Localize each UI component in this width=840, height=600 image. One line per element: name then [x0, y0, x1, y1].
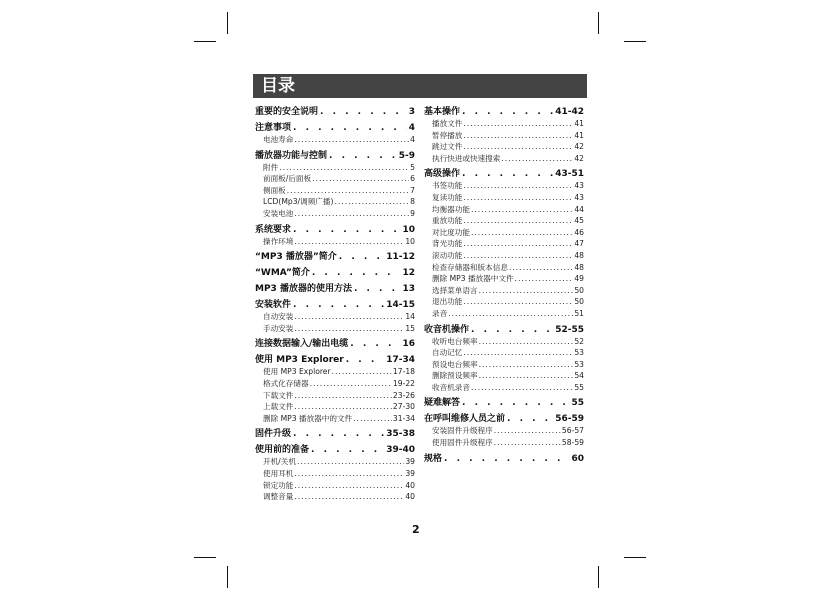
toc-leader-dots [444, 454, 569, 464]
toc-sub-entry[interactable] [255, 208, 415, 220]
toc-leader-dots [294, 135, 409, 144]
toc-leader-dots [293, 300, 384, 310]
toc-sub-page: 23-26 [392, 390, 415, 400]
toc-sub-title: 自动记忆 [432, 348, 463, 358]
toc-sub-page: 53 [574, 348, 584, 358]
toc-sub-page: 31-34 [392, 413, 415, 423]
toc-section-page: 4 [408, 123, 415, 133]
toc-section-title: 系统要求 [255, 224, 292, 235]
toc-section [255, 222, 415, 248]
toc-section [255, 265, 415, 279]
toc-sub-page: 15 [405, 323, 415, 333]
toc-sub-entry[interactable] [255, 173, 415, 185]
toc-sub-entry[interactable] [255, 236, 415, 248]
toc-section-entry[interactable] [255, 120, 415, 134]
toc-leader-dots [471, 228, 573, 237]
toc-section-page: 35-38 [386, 429, 415, 440]
toc-leader-dots [463, 348, 573, 357]
toc-section-page: 41-42 [555, 107, 584, 117]
toc-section [255, 426, 415, 440]
toc-section-entry[interactable] [255, 265, 415, 279]
toc-section-page: 17-34 [386, 355, 415, 366]
crop-mark [598, 12, 599, 34]
toc-sub-page: 41 [574, 119, 584, 128]
toc-left-column [255, 103, 415, 505]
toc-sub-page: 48 [574, 250, 584, 260]
toc-leader-dots [294, 209, 409, 218]
toc-sub-title: 自动安装 [263, 312, 294, 322]
toc-sub-entry[interactable] [255, 311, 415, 323]
toc-section-page: 10 [402, 224, 415, 235]
toc-section [255, 120, 415, 146]
toc-section-entry[interactable] [255, 249, 415, 263]
toc-sub-entry[interactable] [424, 250, 584, 262]
toc-sub-title: 执行快进或快速搜索 [432, 153, 501, 163]
toc-right-column [424, 103, 584, 467]
toc-sub-entry[interactable] [424, 204, 584, 216]
toc-section-title: 注意事项 [255, 123, 292, 133]
toc-leader-dots [297, 457, 404, 466]
crop-mark [194, 557, 216, 558]
toc-sub-entry[interactable] [424, 227, 584, 239]
toc-leader-dots [334, 197, 409, 206]
toc-section-page: 14-15 [386, 300, 415, 311]
toc-sub-entry[interactable] [424, 118, 584, 130]
crop-mark [624, 557, 646, 558]
toc-sub-title: 附件 [263, 162, 279, 172]
toc-sub-page: 56-57 [561, 426, 584, 436]
toc-sub-entry[interactable] [255, 323, 415, 335]
toc-sub-title: 格式化存储器 [263, 378, 309, 388]
toc-section-title: 在呼叫维修人员之前 [424, 414, 506, 425]
toc-section-title: 使用 MP3 Explorer [255, 355, 344, 366]
toc-sub-entry[interactable] [424, 336, 584, 348]
toc-sub-title: 使用耳机 [263, 468, 294, 478]
toc-sub-title: 删除 MP3 播放器中的文件 [263, 413, 353, 423]
toc-section-title: 疑难解答 [424, 398, 461, 409]
toc-sub-title: 录音 [432, 308, 448, 318]
toc-sub-title: 重放功能 [432, 216, 463, 226]
toc-sub-entry[interactable] [424, 238, 584, 250]
toc-leader-dots [294, 391, 392, 400]
toc-leader-dots [287, 186, 409, 195]
toc-sub-page: 6 [410, 174, 415, 184]
toc-leader-dots [462, 107, 553, 117]
toc-leader-dots [294, 469, 404, 478]
toc-sub-page: 17-18 [392, 367, 415, 377]
toc-sub-entry[interactable] [424, 180, 584, 192]
toc-sub-title: 前面板/后面板 [263, 174, 312, 184]
toc-leader-dots [294, 481, 404, 490]
toc-section [255, 148, 415, 220]
toc-sub-title: 收听电台频率 [432, 336, 478, 346]
toc-sub-page: 41 [574, 130, 584, 140]
toc-sub-entry[interactable] [424, 192, 584, 204]
toc-leader-dots [463, 216, 573, 225]
toc-sub-title: 安装电池 [263, 208, 294, 218]
crop-mark [227, 12, 228, 34]
toc-section-page: 60 [571, 453, 584, 464]
toc-section-entry[interactable] [424, 322, 584, 336]
toc-section-entry[interactable] [424, 166, 584, 180]
toc-section [255, 104, 415, 118]
toc-sub-page: 39 [405, 468, 415, 478]
toc-sub-entry[interactable] [255, 390, 415, 402]
toc-section-entry[interactable] [424, 411, 584, 425]
toc-sub-entry[interactable] [424, 347, 584, 359]
toc-section-page: 55 [571, 398, 584, 409]
toc-sub-entry[interactable] [255, 491, 415, 503]
toc-leader-dots [479, 371, 574, 380]
toc-section [424, 166, 584, 319]
toc-section-title: 重要的安全说明 [255, 107, 319, 117]
toc-section-entry[interactable] [255, 352, 415, 366]
toc-section [255, 352, 415, 424]
toc-leader-dots [507, 414, 553, 424]
toc-sub-entry[interactable] [424, 285, 584, 297]
toc-sub-title: 书签功能 [432, 181, 463, 191]
toc-sub-entry[interactable] [255, 162, 415, 174]
toc-sub-title: 开机/关机 [263, 457, 296, 467]
toc-section-page: 11-12 [386, 252, 415, 263]
toc-section-page: 5-9 [398, 150, 415, 161]
toc-sub-entry[interactable] [255, 134, 415, 146]
toc-sub-entry[interactable] [255, 480, 415, 492]
toc-sub-entry[interactable] [424, 141, 584, 153]
toc-leader-dots [329, 151, 397, 161]
toc-sub-page: 8 [410, 197, 415, 207]
toc-leader-dots [463, 131, 573, 140]
toc-sub-title: 删除 MP3 播放器中文件 [432, 274, 514, 284]
toc-section [255, 281, 415, 295]
toc-sub-title: 退出功能 [432, 297, 463, 307]
toc-leader-dots [310, 379, 392, 388]
toc-sub-entry[interactable] [424, 215, 584, 227]
toc-sub-page: 40 [405, 480, 415, 490]
toc-title: 目录 [261, 76, 295, 96]
toc-section-page: 16 [402, 339, 415, 350]
crop-mark [194, 41, 216, 42]
toc-sub-page: 46 [574, 227, 584, 237]
toc-sub-entry[interactable] [424, 437, 584, 449]
toc-sub-entry[interactable] [424, 382, 584, 394]
toc-sub-entry[interactable] [424, 308, 584, 320]
toc-sub-page: 51 [574, 308, 584, 318]
toc-sub-title: 预设电台频率 [432, 359, 478, 369]
toc-leader-dots [509, 263, 573, 272]
toc-sub-page: 19-22 [392, 378, 415, 388]
toc-leader-dots [463, 119, 573, 128]
toc-leader-dots [312, 174, 409, 183]
toc-section-page: 52-55 [555, 324, 584, 335]
toc-sub-page: 45 [574, 216, 584, 226]
toc-leader-dots [463, 297, 573, 306]
toc-section-page: 56-59 [555, 414, 584, 425]
toc-section-title: 高级操作 [424, 169, 461, 180]
toc-sub-page: 44 [574, 204, 584, 214]
toc-leader-dots [471, 205, 573, 214]
toc-section-entry[interactable] [255, 281, 415, 295]
toc-sub-entry[interactable] [424, 425, 584, 437]
toc-sub-title: 删除预设频率 [432, 371, 478, 381]
toc-leader-dots [515, 274, 574, 283]
toc-sub-entry[interactable] [424, 262, 584, 274]
toc-sub-title: 滚动功能 [432, 250, 463, 260]
toc-sub-title: 收音机录音 [432, 382, 470, 392]
toc-sub-entry[interactable] [424, 130, 584, 142]
toc-sub-entry[interactable] [255, 413, 415, 425]
toc-sub-title: 操作环境 [263, 236, 294, 246]
toc-section-title: 基本操作 [424, 107, 461, 117]
toc-leader-dots [339, 252, 384, 262]
toc-section-title: 连接数据输入/输出电缆 [255, 339, 349, 350]
toc-leader-dots [462, 169, 553, 179]
toc-sub-page: 52 [574, 336, 584, 346]
toc-leader-dots [448, 309, 573, 318]
toc-section-entry[interactable] [424, 451, 584, 465]
toc-leader-dots [479, 337, 574, 346]
toc-leader-dots [463, 193, 573, 202]
toc-sub-page: 27-30 [392, 402, 415, 412]
toc-sub-title: 下载文件 [263, 390, 294, 400]
toc-section-entry[interactable] [424, 104, 584, 118]
toc-sub-page: 5 [410, 162, 415, 172]
toc-sub-page: 9 [410, 208, 415, 218]
toc-title-bar [253, 74, 587, 98]
toc-sub-entry[interactable] [424, 273, 584, 285]
toc-leader-dots [294, 237, 404, 246]
toc-section-entry[interactable] [255, 297, 415, 311]
toc-sub-entry[interactable] [255, 456, 415, 468]
toc-section-entry[interactable] [424, 395, 584, 409]
toc-section-entry[interactable] [255, 426, 415, 440]
toc-leader-dots [294, 324, 404, 333]
toc-section [424, 395, 584, 409]
toc-leader-dots [294, 492, 404, 501]
toc-sub-title: 播放文件 [432, 119, 463, 128]
toc-leader-dots [501, 154, 573, 163]
toc-sub-title: 检查存储器和版本信息 [432, 262, 508, 272]
crop-mark [624, 41, 646, 42]
toc-section-title: 播放器功能与控制 [255, 150, 328, 161]
toc-sub-page: 43 [574, 192, 584, 202]
toc-sub-entry[interactable] [424, 296, 584, 308]
toc-leader-dots [471, 325, 553, 335]
toc-sub-title: 上载文件 [263, 402, 294, 412]
toc-sub-page: 58-59 [561, 438, 584, 448]
toc-sub-entry[interactable] [424, 370, 584, 382]
toc-section [424, 451, 584, 465]
toc-section [255, 442, 415, 502]
toc-leader-dots [293, 429, 384, 439]
toc-leader-dots [471, 383, 573, 392]
toc-sub-page: 40 [405, 492, 415, 502]
toc-leader-dots [354, 284, 401, 294]
toc-sub-page: 53 [574, 359, 584, 369]
toc-sub-title: 电池寿命 [263, 135, 294, 144]
page-number: 2 [412, 523, 420, 536]
toc-sub-title: LCD(Mp3/调频广播) [263, 197, 334, 207]
toc-sub-title: 侧面板 [263, 185, 286, 195]
toc-section-entry[interactable] [255, 104, 415, 118]
toc-section [424, 411, 584, 448]
toc-leader-dots [294, 402, 392, 411]
toc-leader-dots [350, 339, 400, 349]
toc-section-entry[interactable] [255, 148, 415, 162]
toc-leader-dots [312, 268, 401, 278]
toc-sub-entry[interactable] [255, 196, 415, 208]
toc-leader-dots [293, 123, 407, 133]
toc-sub-title: 安装固件升级程序 [432, 426, 493, 436]
toc-sub-page: 54 [574, 371, 584, 381]
toc-section-title: 规格 [424, 453, 443, 464]
toc-section-title: “WMA”简介 [255, 268, 310, 279]
toc-leader-dots [462, 398, 569, 408]
toc-sub-page: 42 [574, 142, 584, 152]
toc-section-entry[interactable] [255, 336, 415, 350]
toc-sub-entry[interactable] [255, 366, 415, 378]
toc-sub-title: 复读功能 [432, 192, 463, 202]
toc-sub-page: 4 [410, 135, 415, 144]
toc-leader-dots [463, 142, 573, 151]
toc-sub-entry[interactable] [255, 468, 415, 480]
toc-section-title: MP3 播放器的使用方法 [255, 284, 352, 295]
toc-section-title: 固件升级 [255, 429, 292, 440]
toc-sub-page: 50 [574, 285, 584, 295]
crop-mark [598, 566, 599, 588]
toc-leader-dots [294, 312, 404, 321]
toc-sub-title: 锁定功能 [263, 480, 294, 490]
toc-sub-entry[interactable] [255, 401, 415, 413]
toc-sub-title: 选择菜单语言 [432, 285, 478, 295]
toc-sub-page: 47 [574, 239, 584, 249]
toc-leader-dots [320, 107, 407, 117]
toc-leader-dots [494, 438, 561, 447]
toc-sub-page: 39 [405, 457, 415, 467]
toc-sub-page: 50 [574, 297, 584, 307]
toc-section [255, 249, 415, 263]
toc-leader-dots [463, 251, 573, 260]
toc-leader-dots [479, 360, 574, 369]
toc-section-page: 39-40 [386, 445, 415, 456]
toc-sub-page: 43 [574, 181, 584, 191]
toc-section [424, 104, 584, 164]
toc-leader-dots [463, 181, 573, 190]
toc-leader-dots [293, 225, 400, 235]
toc-sub-page: 49 [574, 274, 584, 284]
toc-sub-title: 跳过文件 [432, 142, 463, 152]
toc-section-entry[interactable] [255, 442, 415, 456]
toc-sub-entry[interactable] [255, 185, 415, 197]
toc-sub-page: 7 [410, 185, 415, 195]
crop-mark [227, 566, 228, 588]
toc-leader-dots [279, 163, 409, 172]
toc-section [255, 297, 415, 334]
toc-leader-dots [353, 414, 392, 423]
toc-sub-page: 48 [574, 262, 584, 272]
toc-leader-dots [479, 286, 574, 295]
toc-leader-dots [346, 355, 384, 365]
toc-sub-page: 14 [405, 312, 415, 322]
toc-sub-title: 对比度功能 [432, 227, 470, 237]
toc-leader-dots [311, 445, 384, 455]
toc-section [255, 336, 415, 350]
toc-section-entry[interactable] [255, 222, 415, 236]
toc-sub-page: 10 [405, 236, 415, 246]
toc-sub-title: 调整音量 [263, 492, 294, 502]
toc-leader-dots [494, 426, 561, 435]
toc-section-title: 收音机操作 [424, 324, 470, 335]
toc-sub-title: 背光功能 [432, 239, 463, 249]
toc-sub-title: 暂停播放 [432, 130, 463, 140]
toc-sub-entry[interactable] [424, 153, 584, 165]
toc-sub-page: 55 [574, 382, 584, 392]
toc-section-page: 3 [408, 107, 415, 117]
toc-section-page: 12 [402, 268, 415, 279]
toc-section-title: 安装软件 [255, 300, 292, 311]
toc-sub-title: 手动安装 [263, 323, 294, 333]
toc-sub-entry[interactable] [424, 359, 584, 371]
toc-leader-dots [332, 367, 392, 376]
toc-section-title: 使用前的准备 [255, 445, 310, 456]
toc-section [424, 322, 584, 394]
toc-sub-title: 使用 MP3 Explorer [263, 367, 331, 377]
toc-section-page: 43-51 [555, 169, 584, 180]
toc-section-title: “MP3 播放器”简介 [255, 252, 337, 263]
toc-sub-page: 42 [574, 153, 584, 163]
toc-sub-title: 均衡器功能 [432, 204, 470, 214]
toc-sub-title: 使用固件升级程序 [432, 438, 493, 448]
toc-sub-entry[interactable] [255, 378, 415, 390]
toc-section-page: 13 [402, 284, 415, 295]
toc-leader-dots [463, 239, 573, 248]
